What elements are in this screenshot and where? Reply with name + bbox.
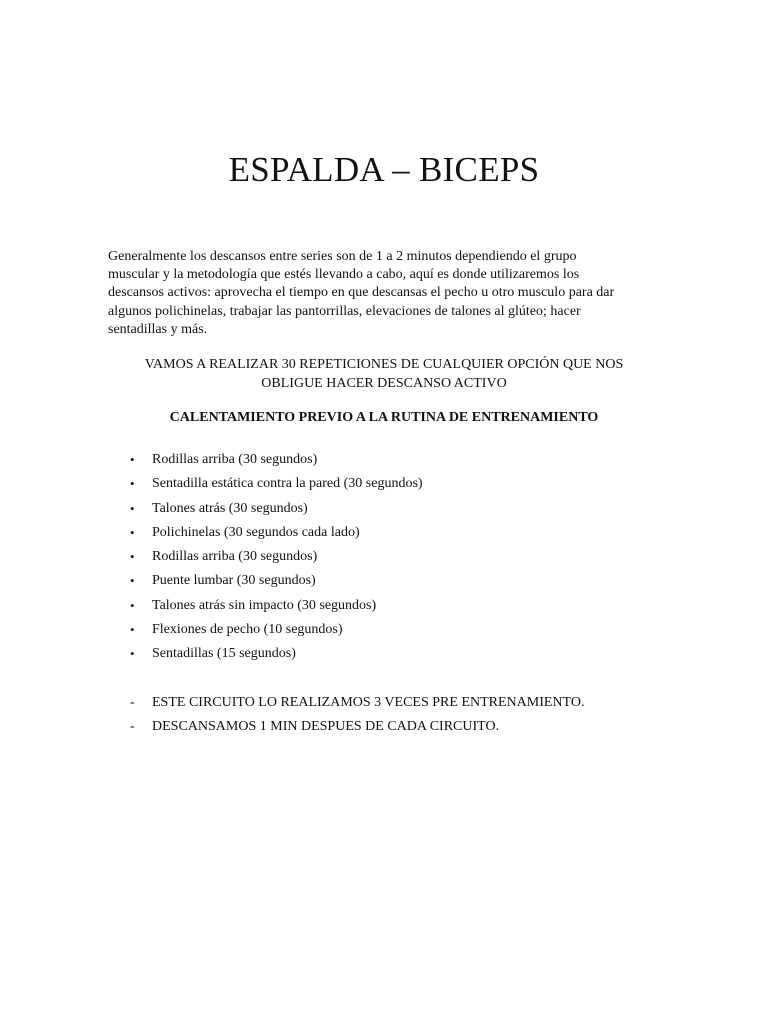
intro-line: algunos polichinelas, trabajar las pantorrillas, elevaciones de talones al glúteo; hacer (108, 303, 581, 319)
list-item (108, 620, 423, 644)
note-text: ESTE CIRCUITO LO REALIZAMOS 3 VECES PRE ENTRENAMIENTO. (152, 695, 585, 710)
bullet-icon: • (130, 573, 135, 589)
bullet-icon: • (130, 500, 135, 516)
list-item-text: Flexiones de pecho (10 segundos) (152, 622, 343, 638)
list-item-text: Sentadillas (15 segundos) (152, 646, 296, 662)
bullet-icon: • (130, 524, 135, 540)
intro-line: muscular y la metodología que estés llevando a cabo, aquí es donde utilizaremos los (108, 267, 580, 283)
list-item (108, 523, 423, 547)
bullet-icon: • (130, 476, 135, 492)
list-item-text: Rodillas arriba (30 segundos) (152, 549, 318, 565)
bullet-icon: • (130, 549, 135, 565)
list-item (108, 547, 423, 571)
list-item (108, 499, 423, 523)
notice-line: OBLIGUE HACER DESCANSO ACTIVO (261, 376, 507, 391)
note-item (108, 693, 584, 717)
list-item-text: Puente lumbar (30 segundos) (152, 573, 316, 589)
intro-line: sentadillas y más. (108, 321, 208, 337)
intro-paragraph (108, 248, 668, 339)
list-item-text: Sentadilla estática contra la pared (30 segundos) (152, 476, 423, 492)
list-item-text: Talones atrás (30 segundos) (152, 500, 308, 516)
warmup-heading: CALENTAMIENTO PREVIO A LA RUTINA DE ENTRENAMIENTO (169, 410, 599, 425)
intro-line: Generalmente los descansos entre series son de 1 a 2 minutos dependiendo el grupo (108, 249, 577, 264)
intro-line: descansos activos: aprovecha el tiempo en que descansas el pecho u otro musculo para dar (108, 285, 615, 301)
bullet-icon: • (130, 646, 135, 662)
notes-list (108, 693, 584, 740)
notice-paragraph (108, 355, 660, 393)
dash-icon: - (130, 718, 135, 734)
list-item-text: Rodillas arriba (30 segundos) (152, 452, 318, 467)
list-item (108, 474, 423, 498)
bullet-icon: • (130, 622, 135, 638)
list-item-text: Talones atrás sin impacto (30 segundos) (152, 597, 377, 613)
list-item (108, 644, 423, 668)
list-item (108, 571, 423, 595)
document-title: ESPALDA – BICEPS (228, 150, 540, 189)
list-item-text: Polichinelas (30 segundos cada lado) (152, 524, 360, 540)
notice-line: VAMOS A REALIZAR 30 REPETICIONES DE CUALQUIER OPCIÓN QUE NOS (144, 357, 624, 372)
note-item (108, 717, 584, 741)
list-item (108, 450, 423, 474)
warmup-list (108, 450, 423, 669)
note-text: DESCANSAMOS 1 MIN DESPUES DE CADA CIRCUITO. (152, 718, 500, 734)
list-item (108, 596, 423, 620)
bullet-icon: • (130, 452, 135, 467)
bullet-icon: • (130, 597, 135, 613)
dash-icon: - (130, 695, 135, 710)
